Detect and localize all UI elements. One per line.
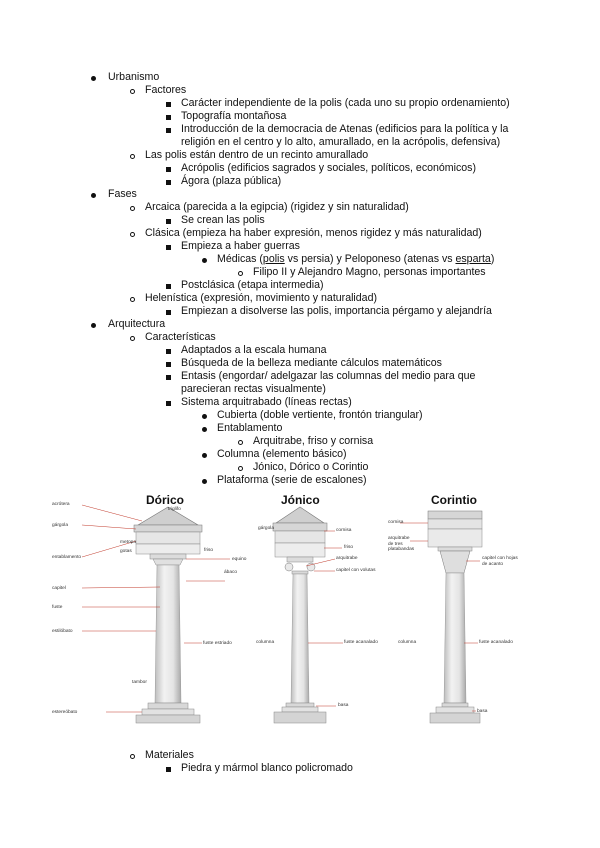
item-arcaica-1: Se crean las polis — [181, 214, 265, 226]
ionic-label-arquitrabe: arquitrabe — [336, 556, 358, 561]
bullet-circle — [238, 440, 243, 445]
item-materiales: Materiales — [145, 749, 194, 761]
corinthian-label-capitel: capitel con hojas de acanto — [482, 556, 518, 567]
doric-label-entablamento: entablamento — [52, 555, 82, 560]
bullet-square — [166, 375, 171, 380]
heading-arquitectura: Arquitectura — [108, 318, 166, 330]
item-c3b: parecieran rectas visualmente) — [181, 383, 326, 395]
doric-label-tambor: tambor — [132, 680, 147, 685]
bullet-square — [166, 167, 171, 172]
bullet-disc — [202, 427, 207, 432]
item-f1: Carácter independiente de la polis (cada uno su propio ordenamiento) — [181, 97, 510, 109]
bullet-circle — [130, 297, 135, 302]
bullet-circle — [130, 336, 135, 341]
doric-label-gotas: gotas — [120, 549, 132, 554]
doric-label-acrotera: acrótera — [52, 502, 70, 507]
item-caracteristicas: Características — [145, 331, 216, 343]
item-factores: Factores — [145, 84, 187, 96]
item-postclasica: Postclásica (etapa intermedia) — [181, 279, 324, 291]
item-recinto: Las polis están dentro de un recinto amurallado — [145, 149, 369, 161]
doric-label-fuste: fuste — [52, 605, 63, 610]
heading-urbanismo: Urbanismo — [108, 71, 160, 83]
doric-label-friso: friso — [204, 548, 214, 553]
bullet-circle — [238, 466, 243, 471]
item-c2: Búsqueda de la belleza mediante cálculos matemáticos — [181, 357, 442, 369]
bullet-square — [166, 401, 171, 406]
item-clasica: Clásica (empieza ha haber expresión, menos rigidez y más naturalidad) — [145, 227, 482, 239]
ionic-label-cornisa: cornisa — [336, 528, 352, 533]
column-orders-figure — [52, 493, 540, 748]
bullet-square — [166, 284, 171, 289]
medicas-post: ) — [490, 253, 495, 265]
bullet-square — [166, 115, 171, 120]
doric-label-estereobato: estereóbato — [52, 710, 78, 715]
bullet-square — [166, 767, 171, 772]
item-r2: Ágora (plaza pública) — [181, 175, 282, 187]
bullet-disc — [202, 479, 207, 484]
ionic-label-basa: basa — [338, 703, 349, 708]
item-s3: Columna (elemento básico) — [217, 448, 347, 460]
bullet-circle — [130, 89, 135, 94]
heading-fases: Fases — [108, 188, 137, 200]
column-drawings — [60, 493, 540, 748]
item-s3a: Jónico, Dórico o Corintio — [253, 461, 369, 473]
item-filipo: Filipo II y Alejandro Magno, personas importantes — [253, 266, 486, 278]
item-helenistica: Helenística (expresión, movimiento y naturalidad) — [145, 292, 377, 304]
bullet-square — [166, 102, 171, 107]
doric-label-capitel: capitel — [52, 586, 66, 591]
bullet-circle — [238, 271, 243, 276]
corinthian-label-columna: columna — [398, 640, 417, 645]
bullet-square — [166, 362, 171, 367]
medicas-mid: vs persia) y Peloponeso (atenas vs — [284, 253, 456, 265]
item-s1: Cubierta (doble vertiente, frontón triangular) — [217, 409, 423, 421]
item-c4: Sistema arquitrabado (líneas rectas) — [181, 396, 352, 408]
item-arcaica: Arcaica (parecida a la egipcia) (rigidez y sin naturalidad) — [145, 201, 409, 213]
item-s2: Entablamento — [217, 422, 283, 434]
item-f3a: Introducción de la democracia de Atenas (edificios para la política y la — [181, 123, 509, 135]
doric-column-drawing — [134, 507, 202, 723]
bullet-square — [166, 219, 171, 224]
corinthian-label-fuste-acanalado: fuste acanalado — [479, 640, 513, 645]
item-medicas — [217, 253, 494, 266]
item-r1: Acrópolis (edificios sagrados y sociales, políticos, económicos) — [181, 162, 476, 174]
corinthian-label-arquitrabe: arquitrabe de tres platabandas — [388, 536, 415, 552]
bullet-square — [166, 349, 171, 354]
item-helen-1: Empiezan a disolverse las polis, importancia pérgamo y alejandría — [181, 305, 492, 317]
bullet-circle — [130, 206, 135, 211]
caption-doric: Dórico — [146, 493, 185, 507]
bullet-disc — [91, 76, 96, 81]
ionic-label-capitel-volutas: capitel con volutas — [336, 568, 376, 573]
bullet-disc — [202, 258, 207, 263]
item-f2: Topografía montañosa — [181, 110, 287, 122]
bullet-circle — [130, 754, 135, 759]
bullet-square — [166, 245, 171, 250]
doric-label-gargola: gárgola — [52, 523, 69, 528]
bullet-circle — [130, 232, 135, 237]
bullet-square — [166, 128, 171, 133]
medicas-pre: Médicas ( — [217, 253, 263, 265]
medicas-polis-link: polis — [262, 253, 285, 265]
doric-label-equino: equino — [232, 557, 247, 562]
bullet-disc — [91, 193, 96, 198]
ionic-label-fuste-acanalado: fuste acanalado — [344, 640, 378, 645]
item-f3b: religión en el centro y lo alto, amurallado, en la acrópolis, defensiva) — [181, 136, 501, 148]
doric-label-metopa: metopa — [120, 540, 136, 545]
bullet-disc — [202, 453, 207, 458]
bullet-disc — [91, 323, 96, 328]
caption-ionic: Jónico — [281, 493, 320, 507]
item-s4: Plataforma (serie de escalones) — [217, 474, 367, 486]
ionic-column-drawing — [273, 507, 327, 723]
bullet-disc — [202, 414, 207, 419]
doric-label-abaco: ábaco — [224, 570, 238, 575]
ionic-label-gargola: gárgola — [258, 526, 275, 531]
bullet-square — [166, 180, 171, 185]
item-m1: Piedra y mármol blanco policromado — [181, 762, 353, 774]
item-c3a: Entasis (engordar/ adelgazar las columnas del medio para que — [181, 370, 476, 382]
item-guerras: Empieza a haber guerras — [181, 240, 300, 252]
item-s2a: Arquitrabe, friso y cornisa — [253, 435, 374, 447]
medicas-esparta-link: esparta — [455, 253, 491, 265]
ionic-label-columna: columna — [256, 640, 275, 645]
ionic-label-friso: friso — [344, 545, 354, 550]
bullet-square — [166, 310, 171, 315]
doric-label-triglifo: triglifo — [168, 507, 181, 512]
caption-corinthian: Corintio — [431, 493, 477, 507]
item-c1: Adaptados a la escala humana — [181, 344, 327, 356]
doric-label-estilobato: estilóbato — [52, 629, 73, 634]
bullet-circle — [130, 154, 135, 159]
corinthian-label-basa: basa — [477, 709, 488, 714]
corinthian-column-drawing — [428, 511, 482, 723]
corinthian-label-cornisa: cornisa — [388, 520, 404, 525]
doric-label-fuste-estriado: fuste estriado — [203, 641, 232, 646]
